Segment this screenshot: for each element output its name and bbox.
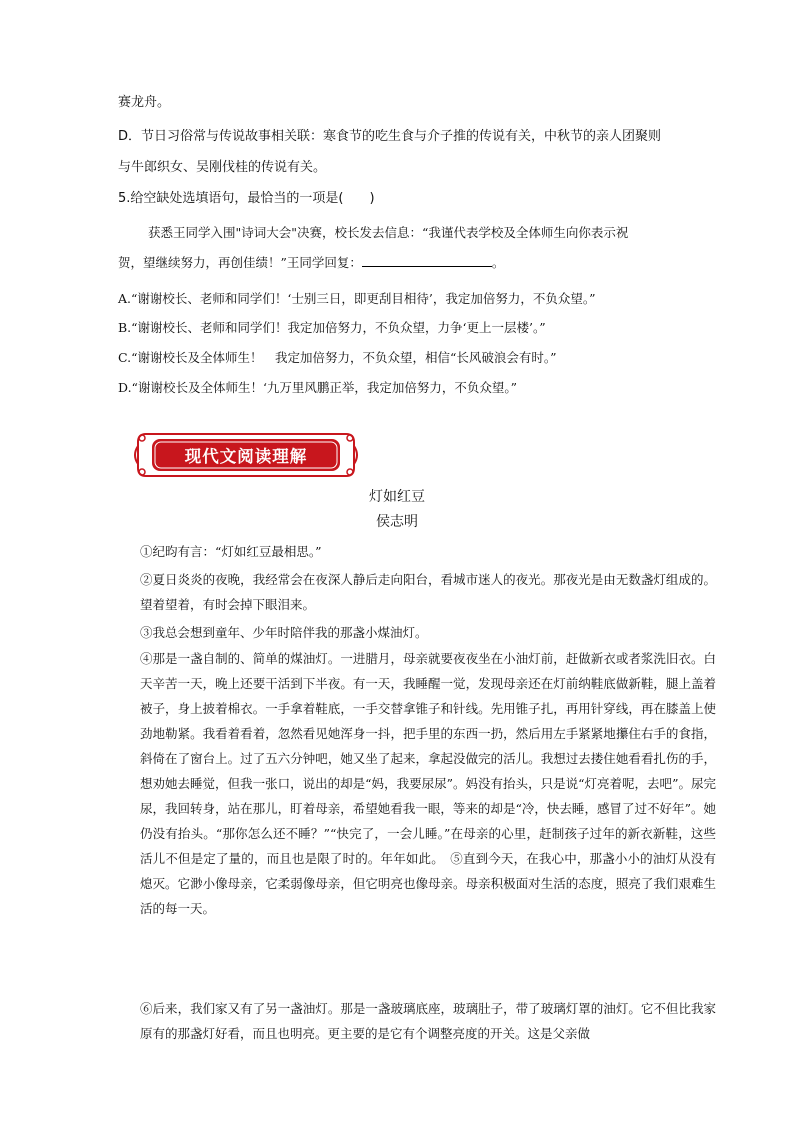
section-banner <box>132 428 360 482</box>
paragraph-2-text: ②夏日炎炎的夜晚，我经常会在夜深人静后走向阳台，看城市迷人的夜光。那夜光是由无数盏灯组成的。望着望着，有时会掉下眼泪来。 <box>140 572 716 612</box>
question-context: 获悉王同学入围"诗词大会"决赛，校长发去信息：“我谨代表学校及全体师生向你表示祝 <box>148 225 629 240</box>
paragraph-6 <box>118 996 716 1046</box>
section-banner-title: 现代文阅读理解 <box>184 447 308 466</box>
text-line: 与牛郎织女、吴刚伐桂的传说有关。 <box>118 160 327 175</box>
question-context-line2 <box>118 254 718 272</box>
paragraph-1 <box>118 539 716 564</box>
paragraph-3 <box>118 620 716 645</box>
paragraph-4-text: ④那是一盏自制的、简单的煤油灯。一进腊月，母亲就要夜夜坐在小油灯前，赶做新衣或者浆洗旧衣。白天辛苦一天，晚上还要干活到下半夜。有一天，我睡醒一觉，发现母亲还在灯前纳鞋底做新鞋，腿上盖着被子，身上披着棉衣。一手拿着鞋底，一手交替拿锥子和针线。先用锥子扎，再用针穿线，再在膝盖上使劲地勒紧。我看着看着，忽然看见她浑身一抖，把手里的东西一扔，然后用左手紧紧地攥住右手的食指，斜倚在了窗台上。过了五六分钟吧，她又坐了起来，拿起没做完的活儿。我想过去搂住她看看扎伤的手，想劝她去睡觉，但我一张口，说出的却是“妈，我要尿尿”。妈没有抬头，只是说“灯亮着呢，去吧”。尿完尿，我回转身，站在那儿，盯着母亲，希望她看我一眼，等来的却是“冷，快去睡，感冒了过不好年”。她仍没有抬头。“那你怎么还不睡？”“快完了，一会儿睡。”在母亲的心里，赶制孩子过年的新衣新鞋，这些活儿不但是定了量的，而且也是限了时的。年年如此。 ⑤直到今天，在我心中，那盏小小的油灯从没有熄灭。它渺小像母亲，它柔弱像母亲，但它明亮也像母亲。母亲积极面对生活的态度，照亮了我们艰难生活的每一天。 <box>140 651 716 916</box>
paragraph-4 <box>118 646 716 921</box>
answer-blank <box>362 254 492 267</box>
paragraph-2 <box>118 567 716 617</box>
paragraph-6-text: ⑥后来，我们家又有了另一盏油灯。那是一盏玻璃底座，玻璃肚子，带了玻璃灯罩的油灯。它不但比我家原有的那盏灯好看，而且也明亮。更主要的是它有个调整亮度的开关。这是父亲做 <box>140 1001 716 1041</box>
context-end: 。 <box>491 255 505 270</box>
paragraph-1-text: ①纪昀有言：“灯如红豆最相思。” <box>140 544 322 559</box>
option-d: D.“谢谢校长及全体师生！‘九万里风鹏正举，我定加倍努力，不负众望。” <box>118 380 518 395</box>
article-title: 灯如红豆 <box>369 489 425 505</box>
text-line: 赛龙舟。 <box>118 95 171 110</box>
option-b: B.“谢谢校长、老师和同学们！我定加倍努力，不负众望，力争‘更上一层楼’。” <box>118 320 546 335</box>
article-author: 侯志明 <box>376 514 418 530</box>
option-c: C.“谢谢校长及全体师生！ 我定加倍努力，不负众望，相信“长风破浪会有时。” <box>118 350 557 365</box>
paragraph-3-text: ③我总会想到童年、少年时陪伴我的那盏小煤油灯。 <box>140 625 428 640</box>
option-d-prev: D．节日习俗常与传说故事相关联：寒食节的吃生食与介子推的传说有关，中秋节的亲人团聚则 <box>118 129 662 144</box>
context-text: 贺，望继续努力，再创佳绩！”王同学回复： <box>118 255 362 270</box>
question-5: 5.给空缺处选填语句，最恰当的一项是( ) <box>118 191 375 206</box>
option-a: A.“谢谢校长、老师和同学们！‘士别三日，即更刮目相待’，我定加倍努力，不负众望。” <box>118 291 596 306</box>
